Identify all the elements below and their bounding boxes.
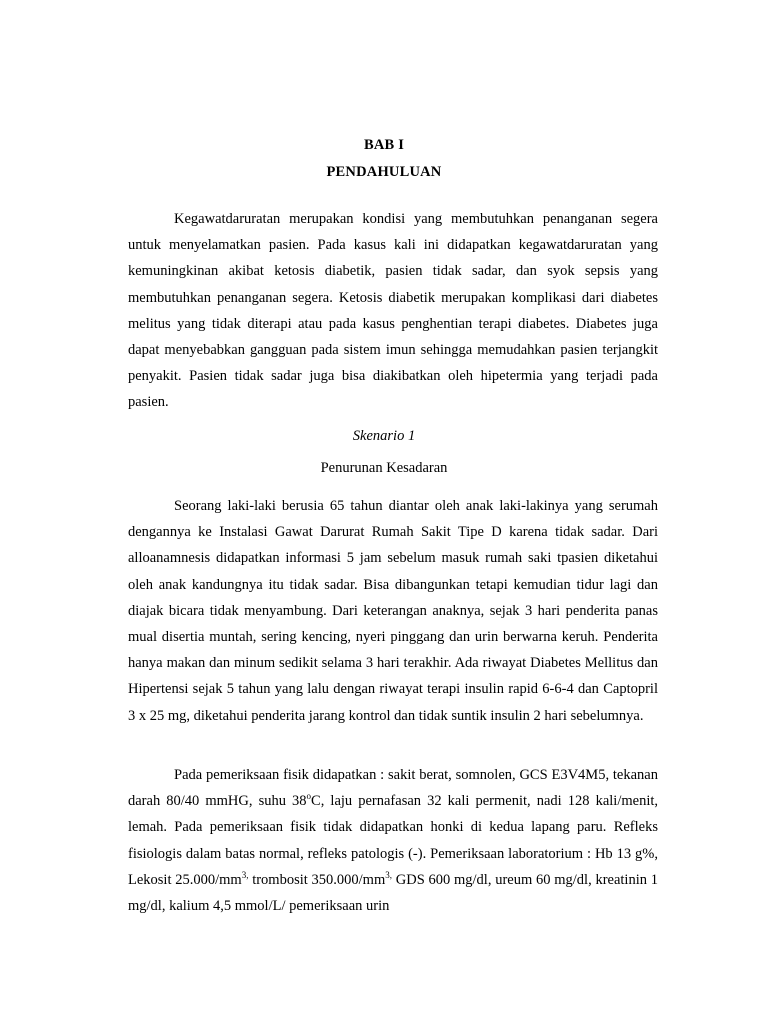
case-paragraph-text: Seorang laki-laki berusia 65 tahun diantar oleh anak laki-lakinya yang serumah dengannya ke Instalasi Gawat Darurat Rumah Sakit Tipe D karena tidak sadar. Dari alloanamnesis didapatkan informasi 5 jam sebelum masuk rumah saki tpasien diketahui oleh anak kandungnya itu tidak sadar. Bisa dibangunkan tetapi kemudian tidur lagi dan diajak bicara tidak menyambung. Dari keterangan anaknya, sejak 3 hari penderita panas mual disertia muntah, sering kencing, nyeri pinggang dan urin berwarna keruh. Penderita hanya makan dan minum sedikit selama 3 hari terakhir. Ada riwayat Diabetes Mellitus dan Hipertensi sejak 5 tahun yang lalu dengan riwayat terapi insulin rapid 6-6-4 dan Captopril 3 x 25 mg, diketahui penderita jarang kontrol dan tidak suntik insulin 2 hari sebelumnya. bbox=[128, 498, 658, 724]
scenario-title: Penurunan Kesadaran bbox=[320, 460, 448, 476]
platelet-unit-sup: 3, bbox=[385, 869, 392, 880]
chapter-number: BAB I bbox=[363, 137, 405, 153]
case-paragraph bbox=[128, 493, 658, 729]
exam-text-3: trombosit 350.000/mm bbox=[248, 871, 386, 888]
chapter-title: PENDAHULUAN bbox=[326, 164, 442, 180]
exam-text-1: Pada pemeriksaan fisik didapatkan : sakit berat, somnolen, GCS E3V4M5, tekanan darah 80/40 mmHG, suhu 38 bbox=[128, 767, 658, 810]
scenario-label: Skenario 1 bbox=[352, 428, 416, 444]
exam-paragraph bbox=[128, 762, 658, 919]
exam-text-2: C, laju pernafasan 32 kali permenit, nadi 128 kali/menit, lemah. Pada pemeriksaan fisik tidak didapatkan honki di kedua lapang paru. Refleks fisiologis dalam batas normal, refleks patologis (-). Pemeriksaan laboratorium : Hb 13 g%, Lekosit 25.000/mm bbox=[128, 793, 658, 888]
intro-paragraph-text: Kegawatdaruratan merupakan kondisi yang membutuhkan penanganan segera untuk menyelamatkan pasien. Pada kasus kali ini didapatkan kegawatdaruratan yang kemuningkinan akibat ketosis diabetik, pasien tidak sadar, dan syok sepsis yang membutuhkan penanganan segera. Ketosis diabetik merupakan komplikasi dari diabetes melitus yang tidak diterapi atau pada kasus penghentian terapi diabetes. Diabetes juga dapat menyebabkan gangguan pada sistem imun sehingga memudahkan pasien terjangkit penyakit. Pasien tidak sadar juga bisa diakibatkan oleh hipetermia yang terjadi pada pasien. bbox=[128, 211, 658, 411]
exam-text-4: GDS 600 mg/dl, ureum 60 mg/dl, kreatinin 1 mg/dl, kalium 4,5 mmol/L/ pemeriksaan urin bbox=[128, 871, 658, 915]
degree-sup: o bbox=[306, 791, 312, 802]
leukocyte-unit-sup: 3, bbox=[241, 869, 249, 880]
intro-paragraph bbox=[128, 206, 658, 416]
